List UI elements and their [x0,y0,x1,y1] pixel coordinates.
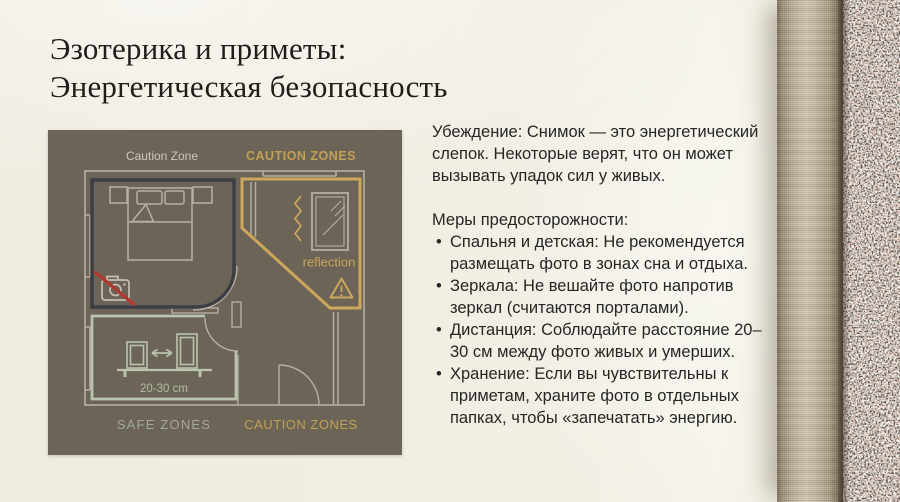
label-distance: 20-30 cm [140,383,188,395]
distance-arrow-icon [152,350,172,357]
title-line-1: Эзотерика и приметы: [50,31,347,66]
measures-heading: Меры предосторожности: [432,211,629,229]
label-safe-zones: SAFE ZONES [116,417,212,432]
label-caution-zones-top: CAUTION ZONES [246,149,356,163]
photo-frame-icon [177,334,197,368]
warning-triangle-icon [331,279,353,298]
floorplan-diagram [48,130,402,455]
floorplan-panel [48,130,402,455]
label-caution-zone: Caution Zone [125,149,199,163]
granite-stone-texture [843,0,900,502]
granite-noise [843,0,900,502]
mirror-icon [312,193,348,250]
belief-paragraph: Убеждение: Снимок — это энергетический слепок. Некоторые верят, что он может вызывать упадок сил у живых. [432,123,759,185]
zigzag-energy-icon [295,196,301,241]
list-item-mirrors: • Зеркала: Не вешайте фото напротив зеркал (считаются порталами). [432,275,762,319]
page-title [50,30,650,106]
no-photo-camera-icon [96,273,135,305]
paragraph-spacer [432,187,762,209]
photo-frame-icon [127,342,147,368]
list-item-storage: • Хранение: Если вы чувствительны к приметам, храните фото в отдельных папках, чтобы «запечатать» энергию. [432,363,762,429]
list-item-distance: • Дистанция: Соблюдайте расстояние 20–30 см между фото живых и умерших. [432,319,762,363]
label-reflection: reflection [302,254,356,270]
door-arc-hall [279,365,319,405]
door-arc-safe-room [205,318,238,351]
linen-fabric-texture [777,0,838,502]
body-text [432,121,762,429]
label-caution-zones-bottom: CAUTION ZONES [244,417,358,432]
title-line-2: Энергетическая безопасность [50,69,448,104]
precautions-list [432,231,762,429]
bed-icon [110,187,212,260]
list-item-bedroom: • Спальня и детская: Не рекомендуется размещать фото в зонах сна и отдыха. [432,231,762,275]
